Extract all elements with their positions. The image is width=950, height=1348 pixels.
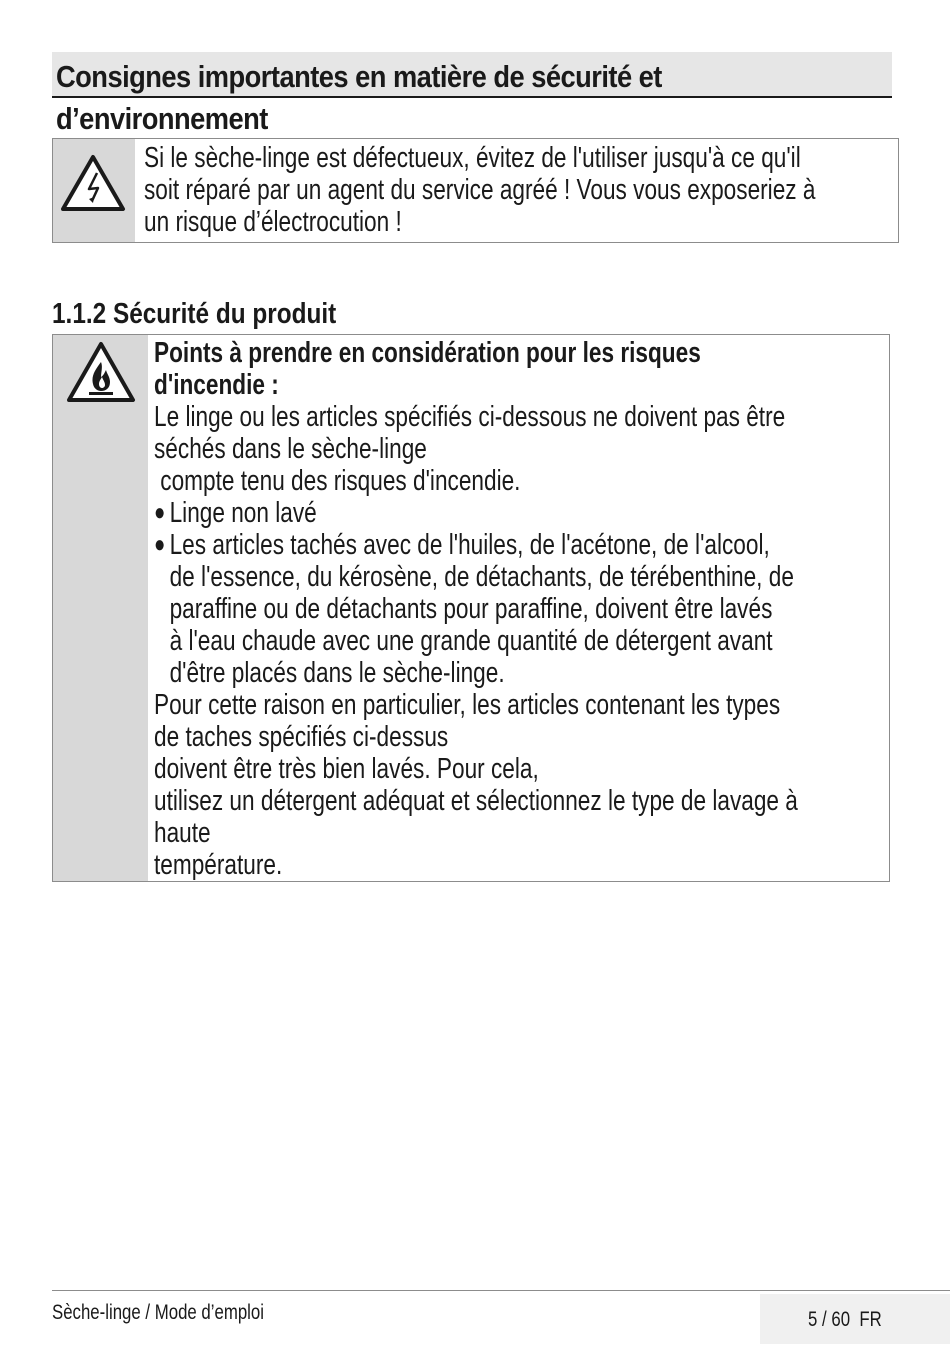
fire-warning-box [52, 334, 890, 882]
fire-closing-line-3: doivent être très bien lavés. Pour cela, [154, 753, 539, 785]
warning-icon-column [53, 335, 148, 881]
bullet-icon: ● [154, 499, 166, 526]
list-item [154, 529, 798, 689]
electric-shock-warning-icon [59, 153, 127, 218]
page-title-line1: Consignes importantes en matière de sécurité et [56, 59, 662, 94]
bullet-text-line: paraffine ou de détachants pour paraffine, doivent être lavés [169, 593, 773, 625]
fire-hazard-warning-icon [65, 340, 137, 411]
bullet-text-line: Les articles tachés avec de l'huiles, de l'acétone, de l'alcool, [169, 529, 770, 561]
electric-warning-text [144, 142, 815, 238]
fire-closing-line-6: température. [154, 849, 283, 881]
electric-warning-line-1: Si le sèche-linge est défectueux, évitez de l'utiliser jusqu'à ce qu'il [144, 142, 801, 174]
footer-document-name: Sèche-linge / Mode d’emploi [52, 1301, 264, 1324]
electric-warning-line-2: soit réparé par un agent du service agréé ! Vous vous exposeriez à [144, 174, 816, 206]
bullet-icon: ● [154, 531, 166, 558]
electric-warning-line-3: un risque d’électrocution ! [144, 206, 402, 238]
page-number: 5 / 60 FR [808, 1308, 882, 1331]
page-title [56, 56, 883, 140]
bullet-text-line: à l'eau chaude avec une grande quantité de détergent avant [169, 625, 773, 657]
fire-intro-line-1: Le linge ou les articles spécifiés ci-dessous ne doivent pas être [154, 401, 786, 433]
page-title-line2: d’environnement [56, 101, 268, 136]
fire-closing-line-2: de taches spécifiés ci-dessus [154, 721, 449, 753]
bullet-text-block [170, 529, 794, 689]
fire-intro-line-2: séchés dans le sèche-linge [154, 433, 427, 465]
fire-closing-line-1: Pour cette raison en particulier, les articles contenant les types [154, 689, 781, 721]
fire-warning-heading-line1: Points à prendre en considération pour les risques [154, 337, 701, 369]
fire-closing-line-4: utilisez un détergent adéquat et sélectionnez le type de lavage à [154, 785, 798, 817]
footer-rule [52, 1290, 950, 1291]
electric-warning-box [52, 138, 899, 243]
bullet-text-line: de l'essence, du kérosène, de détachants, de térébenthine, de [169, 561, 794, 593]
fire-warning-text [154, 337, 798, 881]
section-title: 1.1.2 Sécurité du produit [52, 298, 337, 330]
fire-warning-heading-line2: d'incendie : [154, 369, 279, 401]
list-item [154, 497, 798, 529]
bullet-text-line: d'être placés dans le sèche-linge. [169, 657, 505, 689]
fire-closing-line-5: haute [154, 817, 211, 849]
fire-intro-line-3: compte tenu des risques d'incendie. [154, 465, 521, 497]
bullet-text: Linge non lavé [169, 497, 317, 529]
